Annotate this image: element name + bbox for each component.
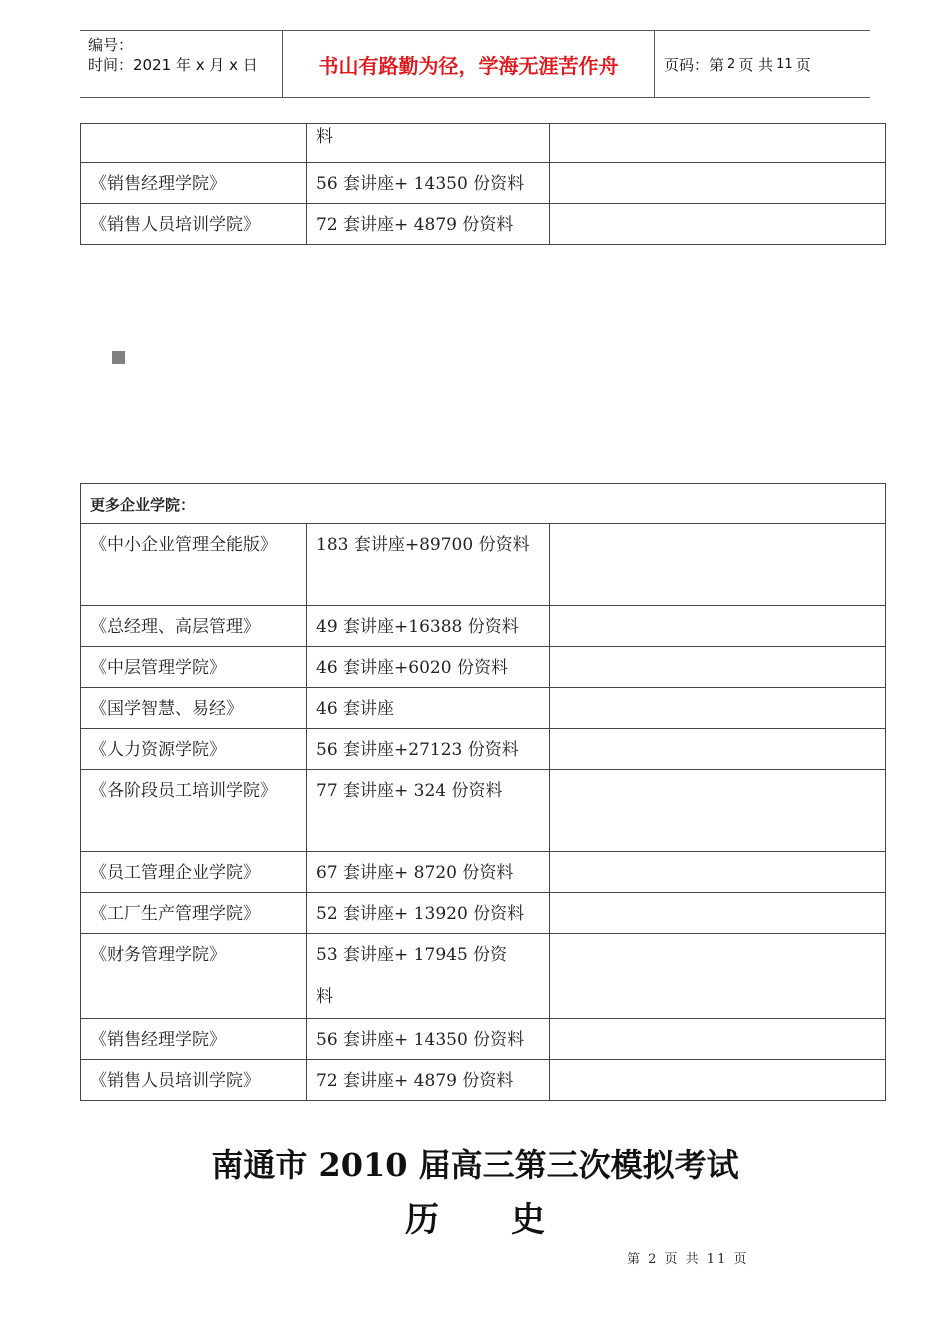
cell-extra — [550, 204, 886, 245]
cell-content: 49 套讲座+16388 份资料 — [307, 606, 550, 647]
page-header — [80, 30, 870, 98]
cell-content: 52 套讲座+ 13920 份资料 — [307, 893, 550, 934]
table-row — [81, 729, 886, 770]
cell-content: 72 套讲座+ 4879 份资料 — [307, 1060, 550, 1101]
table-row — [81, 204, 886, 245]
cell-extra — [550, 688, 886, 729]
cell-name: 《销售经理学院》 — [81, 163, 307, 204]
table-row — [81, 934, 886, 1019]
cell-name: 《财务管理学院》 — [81, 934, 307, 1019]
table-row — [81, 893, 886, 934]
cell-extra — [550, 124, 886, 163]
cell-name: 《中小企业管理全能版》 — [81, 524, 307, 606]
cell-extra — [550, 934, 886, 1019]
table-row — [81, 1060, 886, 1101]
cell-extra — [550, 852, 886, 893]
header-page-info — [655, 31, 870, 97]
cell-extra — [550, 606, 886, 647]
cell-extra — [550, 647, 886, 688]
cell-extra — [550, 729, 886, 770]
header-motto: 书山有路勤为径，学海无涯苦作舟 — [282, 31, 655, 97]
table-row — [81, 524, 886, 606]
cell-extra — [550, 524, 886, 606]
cell-content: 46 套讲座+6020 份资料 — [307, 647, 550, 688]
cell-extra — [550, 893, 886, 934]
cell-content: 56 套讲座+ 14350 份资料 — [307, 1019, 550, 1060]
cell-content: 56 套讲座+27123 份资料 — [307, 729, 550, 770]
subject-char-2: 史 — [511, 1200, 545, 1240]
table-row — [81, 852, 886, 893]
cell-name — [81, 124, 307, 163]
cell-content: 56 套讲座+ 14350 份资料 — [307, 163, 550, 204]
cell-extra — [550, 1060, 886, 1101]
table-row — [81, 770, 886, 852]
cell-name: 《员工管理企业学院》 — [81, 852, 307, 893]
page-mid: 页 共 — [738, 55, 774, 74]
cell-extra — [550, 1019, 886, 1060]
cell-extra — [550, 163, 886, 204]
cell-content: 72 套讲座+ 4879 份资料 — [307, 204, 550, 245]
page-total: 11 — [776, 56, 793, 72]
page-prefix: 页码：第 — [664, 55, 725, 74]
cell-name: 《工厂生产管理学院》 — [81, 893, 307, 934]
cell-name: 《销售人员培训学院》 — [81, 1060, 307, 1101]
cell-name: 《国学智慧、易经》 — [81, 688, 307, 729]
cell-extra — [550, 770, 886, 852]
table-row — [81, 688, 886, 729]
table-row — [81, 606, 886, 647]
cell-name: 《销售经理学院》 — [81, 1019, 307, 1060]
cell-name: 《各阶段员工培训学院》 — [81, 770, 307, 852]
cell-name: 《销售人员培训学院》 — [81, 204, 307, 245]
header-meta — [80, 31, 282, 97]
square-bullet-icon — [112, 351, 125, 364]
table-heading-row — [81, 484, 886, 524]
cell-content: 77 套讲座+ 324 份资料 — [307, 770, 550, 852]
number-label: 编号： — [88, 36, 134, 54]
cell-content: 53 套讲座+ 17945 份资料 — [307, 934, 550, 1019]
cell-name: 《人力资源学院》 — [81, 729, 307, 770]
cell-content: 料 — [307, 124, 550, 163]
cell-name: 《总经理、高层管理》 — [81, 606, 307, 647]
top-table — [80, 123, 886, 245]
table-row — [81, 1019, 886, 1060]
table-row — [81, 163, 886, 204]
exam-title: 南通市 2010 届高三第三次模拟考试 — [211, 1146, 739, 1184]
time-label: 时间：2021 年 x 月 x 日 — [88, 56, 258, 74]
table-row — [81, 647, 886, 688]
page-suffix: 页 — [795, 55, 811, 74]
cell-content: 183 套讲座+89700 份资料 — [307, 524, 550, 606]
exam-subject — [0, 1192, 950, 1241]
page-footer: 第 2 页 共 11 页 — [627, 1252, 749, 1267]
table-heading: 更多企业学院： — [81, 484, 886, 524]
cell-content: 67 套讲座+ 8720 份资料 — [307, 852, 550, 893]
cell-name: 《中层管理学院》 — [81, 647, 307, 688]
subject-char-1: 历 — [405, 1200, 439, 1240]
table-row — [81, 124, 886, 163]
page-current: 2 — [727, 56, 736, 72]
cell-content: 46 套讲座 — [307, 688, 550, 729]
main-table — [80, 483, 886, 1101]
